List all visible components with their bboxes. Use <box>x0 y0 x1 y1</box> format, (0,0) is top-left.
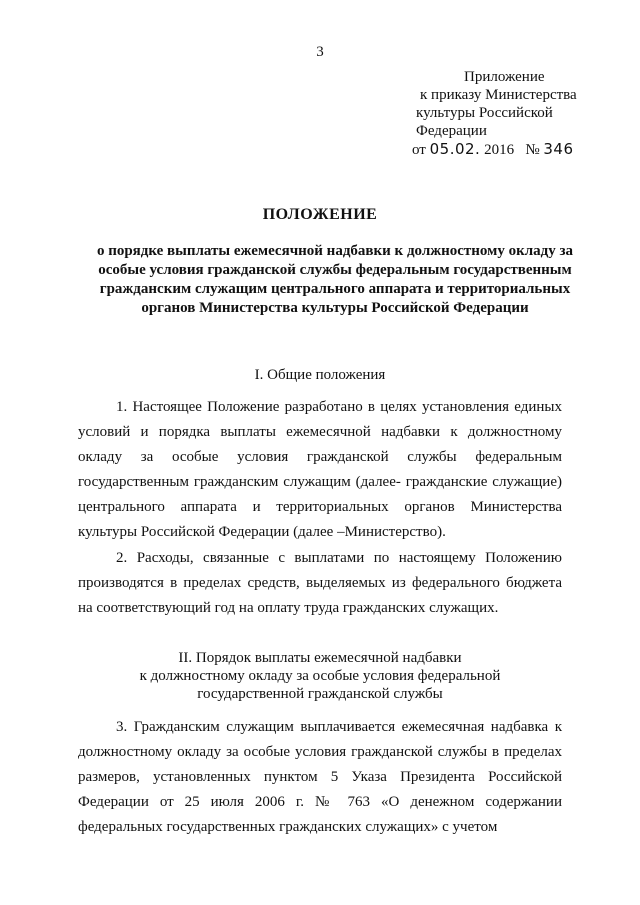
page-number: 3 <box>316 44 324 60</box>
paragraph-2: 2. Расходы, связанные с выплатами по настоящему Положению производятся в пределах средств, выделяемых из федерального бюджета на соответствующий год на оплату труда гражданских служащих. <box>78 550 562 616</box>
appendix-line-2: к приказу Министерства <box>420 87 577 103</box>
appendix-line-4: Федерации <box>416 123 487 139</box>
document-subtitle: о порядке выплаты ежемесячной надбавки к должностному окладу за особые условия гражданской службы федеральным государственным гражданским служащим центрального аппарата и территориальных органов Министерства культуры Российской Федерации <box>96 243 574 316</box>
paragraph-3: 3. Гражданским служащим выплачивается ежемесячная надбавка к должностному окладу за особые условия гражданской службы в пределах размеров, установленных пунктом 5 Указа Президента Российской Федерации от 25 июля 2006 г. № 763 «О денежном содержании федеральных государственных гражданских служащих» с учетом <box>78 719 562 835</box>
section-2-heading-line-2: к должностному окладу за особые условия федеральной <box>139 668 501 684</box>
appendix-line-3: культуры Российской <box>416 105 553 121</box>
section-2-heading-line-3: государственной гражданской службы <box>197 686 443 702</box>
section-1-heading: I. Общие положения <box>254 367 386 383</box>
handwritten-date: 05.02. <box>429 140 481 158</box>
appendix-line-1: Приложение <box>464 69 545 85</box>
appendix-date-line <box>412 140 627 159</box>
handwritten-number: 346 <box>543 140 574 158</box>
number-sign: № <box>525 142 540 158</box>
document-title: ПОЛОЖЕНИЕ <box>262 206 378 223</box>
paragraph-1: 1. Настоящее Положение разработано в целях установления единых условий и порядка выплаты ежемесячной надбавки к должностному окладу за особые условия гражданской службы федеральным государственным гражданским служащим (далее- гражданские служащие) центрального аппарата и территориальных органов Министерства культуры Российской Федерации (далее –Министерство). <box>78 399 562 540</box>
section-2-heading-line-1: II. Порядок выплаты ежемесячной надбавки <box>178 650 462 666</box>
date-prefix: от <box>412 142 426 158</box>
appendix-block <box>412 68 627 159</box>
date-year: 2016 <box>484 142 515 158</box>
